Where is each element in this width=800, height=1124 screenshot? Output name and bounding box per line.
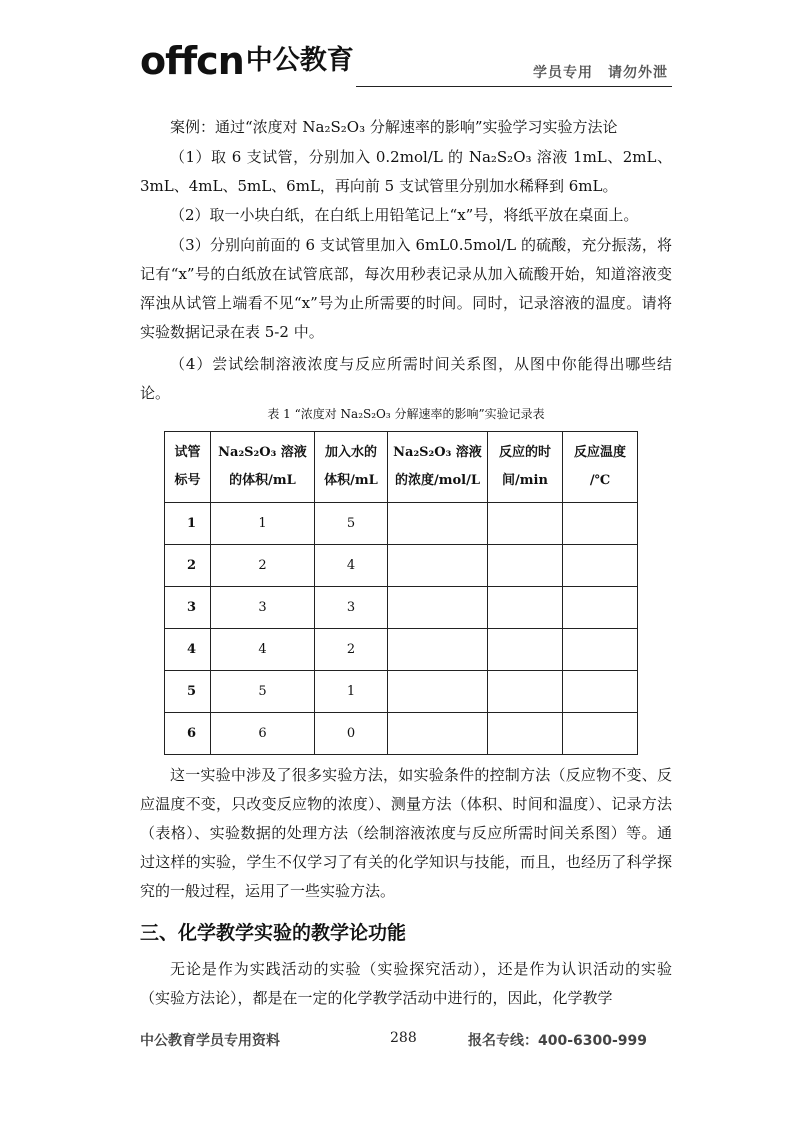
cell-water-volume: 5 [315, 503, 388, 545]
cell-tube-number: 2 [165, 545, 211, 587]
offcn-logo [140, 40, 354, 82]
header-reaction-temperature: 反应温度 /℃ [563, 432, 638, 503]
cell-reaction-time [488, 671, 563, 713]
cell-concentration [388, 713, 488, 755]
step-3-paragraph: （3）分别向前面的 6 支试管里加入 6mL0.5mol/L 的硫酸，充分振荡，将记有“x”号的白纸放在试管底部，每次用秒表记录从加入硫酸开始，知道溶液变浑浊从试管上端看不见“x”号为止所需要的时间。同时，记录溶液的温度。请将实验数据记录在表 5-2 中。 [140, 236, 672, 341]
table-caption: 表 1 “浓度对 Na₂S₂O₃ 分解速率的影响”实验记录表 [267, 407, 545, 421]
cell-tube-number: 3 [165, 587, 211, 629]
footer-hotline: 报名专线：400-6300-999 [468, 1033, 648, 1049]
cell-temperature [563, 503, 638, 545]
cell-temperature [563, 713, 638, 755]
header-solution-concentration: Na₂S₂O₃ 溶液 的浓度/mol/L [388, 432, 488, 503]
summary-paragraph: 这一实验中涉及了很多实验方法，如实验条件的控制方法（反应物不变、反应温度不变，只改变反应物的浓度）、测量方法（体积、时间和温度）、记录方法（表格）、实验数据的处理方法（绘制溶液浓度与反应所需时间关系图）等。通过这样的实验，学生不仅学习了有关的化学知识与技能，而且，也经历了科学探究的一般过程，运用了一些实验方法。 [140, 766, 672, 900]
cell-solution-volume: 4 [211, 629, 315, 671]
table-row [165, 713, 638, 755]
cell-tube-number: 4 [165, 629, 211, 671]
cell-reaction-time [488, 629, 563, 671]
header-confidential-note: 学员专用 请勿外泄 [533, 65, 668, 81]
cell-tube-number: 1 [165, 503, 211, 545]
logo-latin-text: offcn [140, 39, 244, 83]
cell-reaction-time [488, 587, 563, 629]
cell-solution-volume: 1 [211, 503, 315, 545]
section-paragraph: 无论是作为实践活动的实验（实验探究活动），还是作为认识活动的实验（实验方法论），都是在一定的化学教学活动中进行的，因此，化学教学 [140, 960, 672, 1007]
cell-reaction-time [488, 545, 563, 587]
section-heading: 三、化学教学实验的教学论功能 [140, 922, 407, 944]
cell-concentration [388, 545, 488, 587]
case-title: 案例：通过“浓度对 Na₂S₂O₃ 分解速率的影响”实验学习实验方法论 [170, 118, 618, 136]
cell-concentration [388, 671, 488, 713]
cell-water-volume: 1 [315, 671, 388, 713]
cell-water-volume: 2 [315, 629, 388, 671]
cell-tube-number: 6 [165, 713, 211, 755]
header-solution-volume: Na₂S₂O₃ 溶液 的体积/mL [211, 432, 315, 503]
table-row [165, 629, 638, 671]
cell-temperature [563, 545, 638, 587]
step-2-paragraph: （2）取一小块白纸，在白纸上用铅笔记上“x”号，将纸平放在桌面上。 [170, 206, 639, 224]
cell-reaction-time [488, 503, 563, 545]
footer-left-text: 中公教育学员专用资料 [140, 1033, 280, 1049]
header-water-volume: 加入水的 体积/mL [315, 432, 388, 503]
cell-water-volume: 4 [315, 545, 388, 587]
cell-concentration [388, 503, 488, 545]
experiment-record-table [164, 431, 638, 755]
cell-concentration [388, 587, 488, 629]
step-4-paragraph: （4）尝试绘制溶液浓度与反应所需时间关系图，从图中你能得出哪些结论。 [140, 355, 672, 402]
cell-solution-volume: 6 [211, 713, 315, 755]
table-row [165, 671, 638, 713]
step-1-paragraph: （1）取 6 支试管，分别加入 0.2mol/L 的 Na₂S₂O₃ 溶液 1mL、2mL、3mL、4mL、5mL、6mL，再向前 5 支试管里分别加水稀释到 6mL。 [140, 148, 672, 195]
table-row [165, 503, 638, 545]
cell-solution-volume: 5 [211, 671, 315, 713]
cell-concentration [388, 629, 488, 671]
cell-water-volume: 3 [315, 587, 388, 629]
cell-reaction-time [488, 713, 563, 755]
logo-chinese-text: 中公教育 [245, 45, 354, 76]
table-row [165, 587, 638, 629]
cell-tube-number: 5 [165, 671, 211, 713]
header-tube-number: 试管 标号 [165, 432, 211, 503]
cell-solution-volume: 2 [211, 545, 315, 587]
cell-temperature [563, 587, 638, 629]
cell-temperature [563, 629, 638, 671]
table-row [165, 545, 638, 587]
page-number: 288 [390, 1030, 417, 1046]
page-header [140, 40, 672, 92]
header-reaction-time: 反应的时 间/min [488, 432, 563, 503]
cell-solution-volume: 3 [211, 587, 315, 629]
table-header-row [165, 432, 638, 503]
cell-water-volume: 0 [315, 713, 388, 755]
header-rule [356, 86, 672, 87]
cell-temperature [563, 671, 638, 713]
